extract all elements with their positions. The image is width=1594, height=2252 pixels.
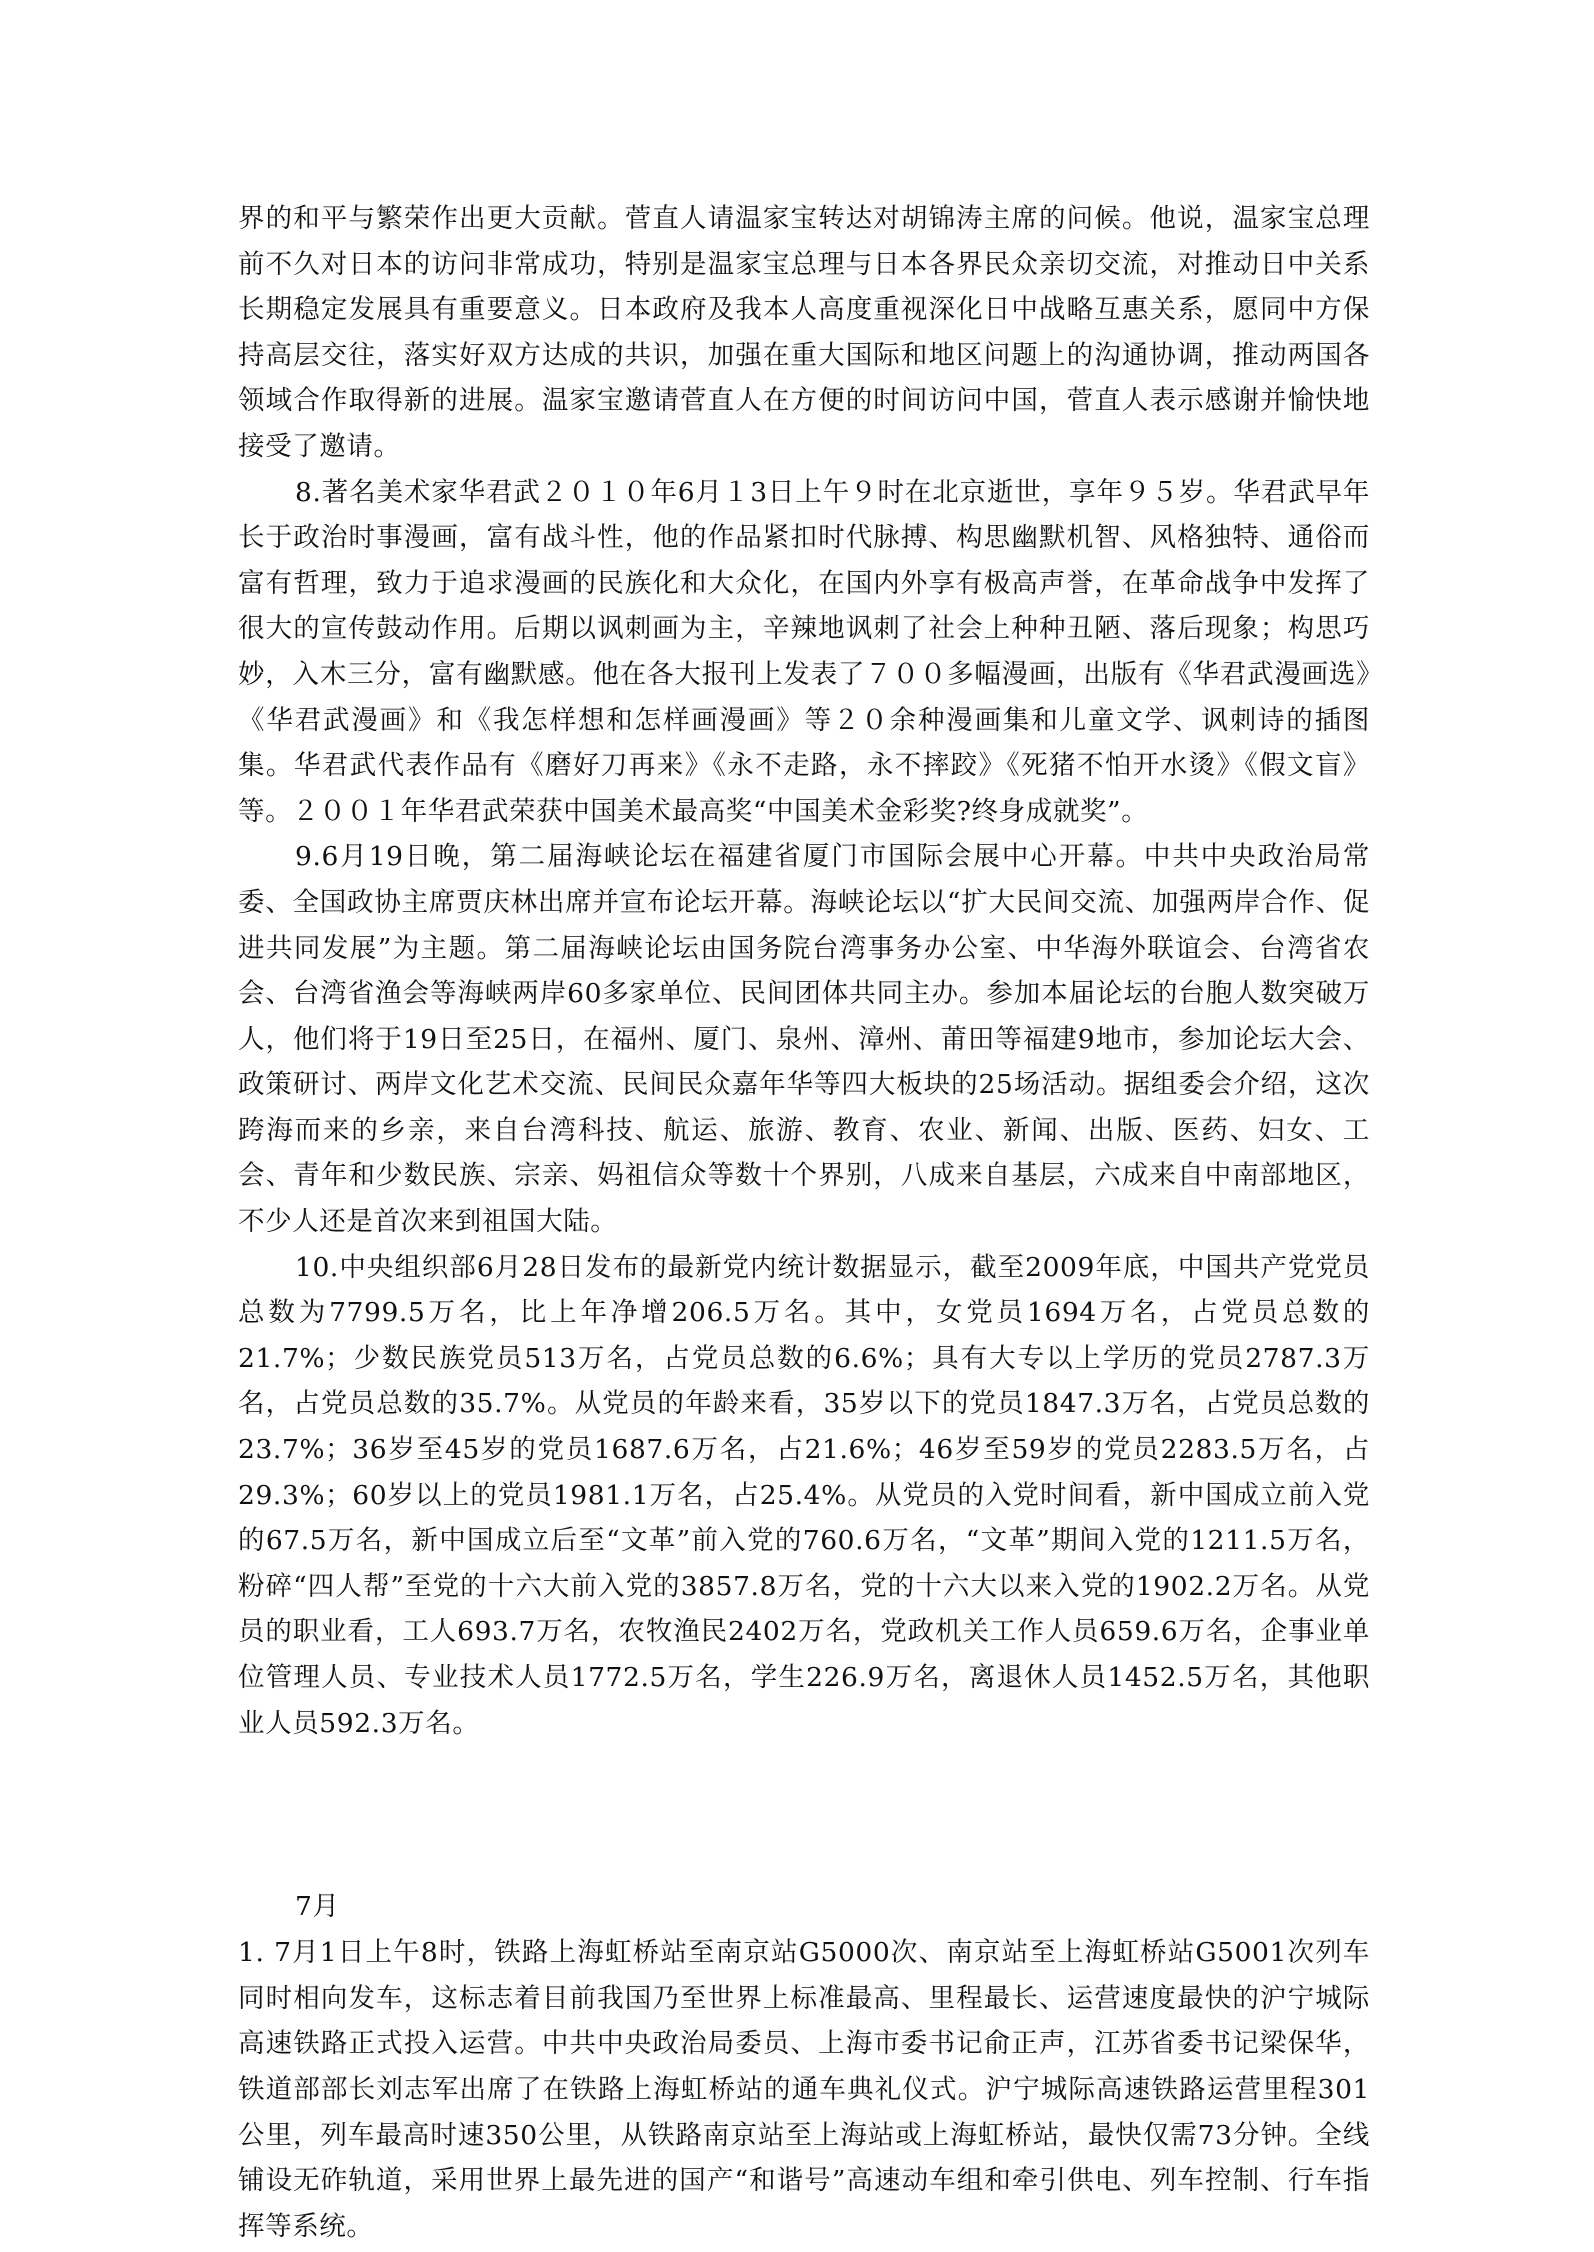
paragraph-july-item-1: 1. 7月1日上午8时，铁路上海虹桥站至南京站G5000次、南京站至上海虹桥站G5001次列车同时相向发车，这标志着目前我国乃至世界上标准最高、里程最长、运营速度最快的沪宁城际高速铁路正式投入运营。中共中央政治局委员、上海市委书记俞正声，江苏省委书记梁保华，铁道部部长刘志军出席了在铁路上海虹桥站的通车典礼仪式。沪宁城际高速铁路运营里程301公里，列车最高时速350公里，从铁路南京站至上海站或上海虹桥站，最快仅需73分钟。全线铺设无砟轨道，采用世界上最先进的国产“和谐号”高速动车组和牵引供电、列车控制、行车指挥等系统。	[238, 1937, 1370, 2242]
paragraph-item-8: 8.著名美术家华君武２０１０年6月１3日上午９时在北京逝世，享年９５岁。华君武早年长于政治时事漫画，富有战斗性，他的作品紧扣时代脉搏、构思幽默机智、风格独特、通俗而富有哲理，致力于追求漫画的民族化和大众化，在国内外享有极高声誉，在革命战争中发挥了很大的宣传鼓动作用。后期以讽刺画为主，辛辣地讽刺了社会上种种丑陋、落后现象；构思巧妙，入木三分，富有幽默感。他在各大报刊上发表了７００多幅漫画，出版有《华君武漫画选》《华君武漫画》和《我怎样想和怎样画漫画》等２０余种漫画集和儿童文学、讽刺诗的插图集。华君武代表作品有《磨好刀再来》《永不走路，永不摔跤》《死猪不怕开水烫》《假文盲》等。２００１年华君武荣获中国美术最高奖“中国美术金彩奖?终身成就奖”。	[238, 476, 1370, 827]
section-gap	[238, 1746, 1370, 1884]
document-page	[238, 196, 1370, 2249]
paragraph-continued: 界的和平与繁荣作出更大贡献。菅直人请温家宝转达对胡锦涛主席的问候。他说，温家宝总理前不久对日本的访问非常成功，特别是温家宝总理与日本各界民众亲切交流，对推动日中关系长期稳定发展具有重要意义。日本政府及我本人高度重视深化日中战略互惠关系，愿同中方保持高层交往，落实好双方达成的共识，加强在重大国际和地区问题上的沟通协调，推动两国各领域合作取得新的进展。温家宝邀请菅直人在方便的时间访问中国，菅直人表示感谢并愉快地接受了邀请。	[238, 203, 1370, 462]
month-heading: 7月	[295, 1891, 340, 1923]
paragraph-item-9: 9.6月19日晚，第二届海峡论坛在福建省厦门市国际会展中心开幕。中共中央政治局常委、全国政协主席贾庆林出席并宣布论坛开幕。海峡论坛以“扩大民间交流、加强两岸合作、促进共同发展”为主题。第二届海峡论坛由国务院台湾事务办公室、中华海外联谊会、台湾省农会、台湾省渔会等海峡两岸60多家单位、民间团体共同主办。参加本届论坛的台胞人数突破万人，他们将于19日至25日，在福州、厦门、泉州、漳州、莆田等福建9地市，参加论坛大会、政策研讨、两岸文化艺术交流、民间民众嘉年华等四大板块的25场活动。据组委会介绍，这次跨海而来的乡亲，来自台湾科技、航运、旅游、教育、农业、新闻、出版、医药、妇女、工会、青年和少数民族、宗亲、妈祖信众等数十个界别，八成来自基层，六成来自中南部地区，不少人还是首次来到祖国大陆。	[238, 841, 1370, 1238]
paragraph-item-10: 10.中央组织部6月28日发布的最新党内统计数据显示，截至2009年底，中国共产党党员总数为7799.5万名，比上年净增206.5万名。其中，女党员1694万名，占党员总数的21.7%；少数民族党员513万名，占党员总数的6.6%；具有大专以上学历的党员2787.3万名，占党员总数的35.7%。从党员的年龄来看，35岁以下的党员1847.3万名，占党员总数的23.7%；36岁至45岁的党员1687.6万名，占21.6%；46岁至59岁的党员2283.5万名，占29.3%；60岁以上的党员1981.1万名，占25.4%。从党员的入党时间看，新中国成立前入党的67.5万名，新中国成立后至“文革”前入党的760.6万名，“文革”期间入党的1211.5万名，粉碎“四人帮”至党的十六大前入党的3857.8万名，党的十六大以来入党的1902.2万名。从党员的职业看，工人693.7万名，农牧渔民2402万名，党政机关工作人员659.6万名，企事业单位管理人员、专业技术人员1772.5万名，学生226.9万名，离退休人员1452.5万名，其他职业人员592.3万名。	[238, 1251, 1370, 1739]
